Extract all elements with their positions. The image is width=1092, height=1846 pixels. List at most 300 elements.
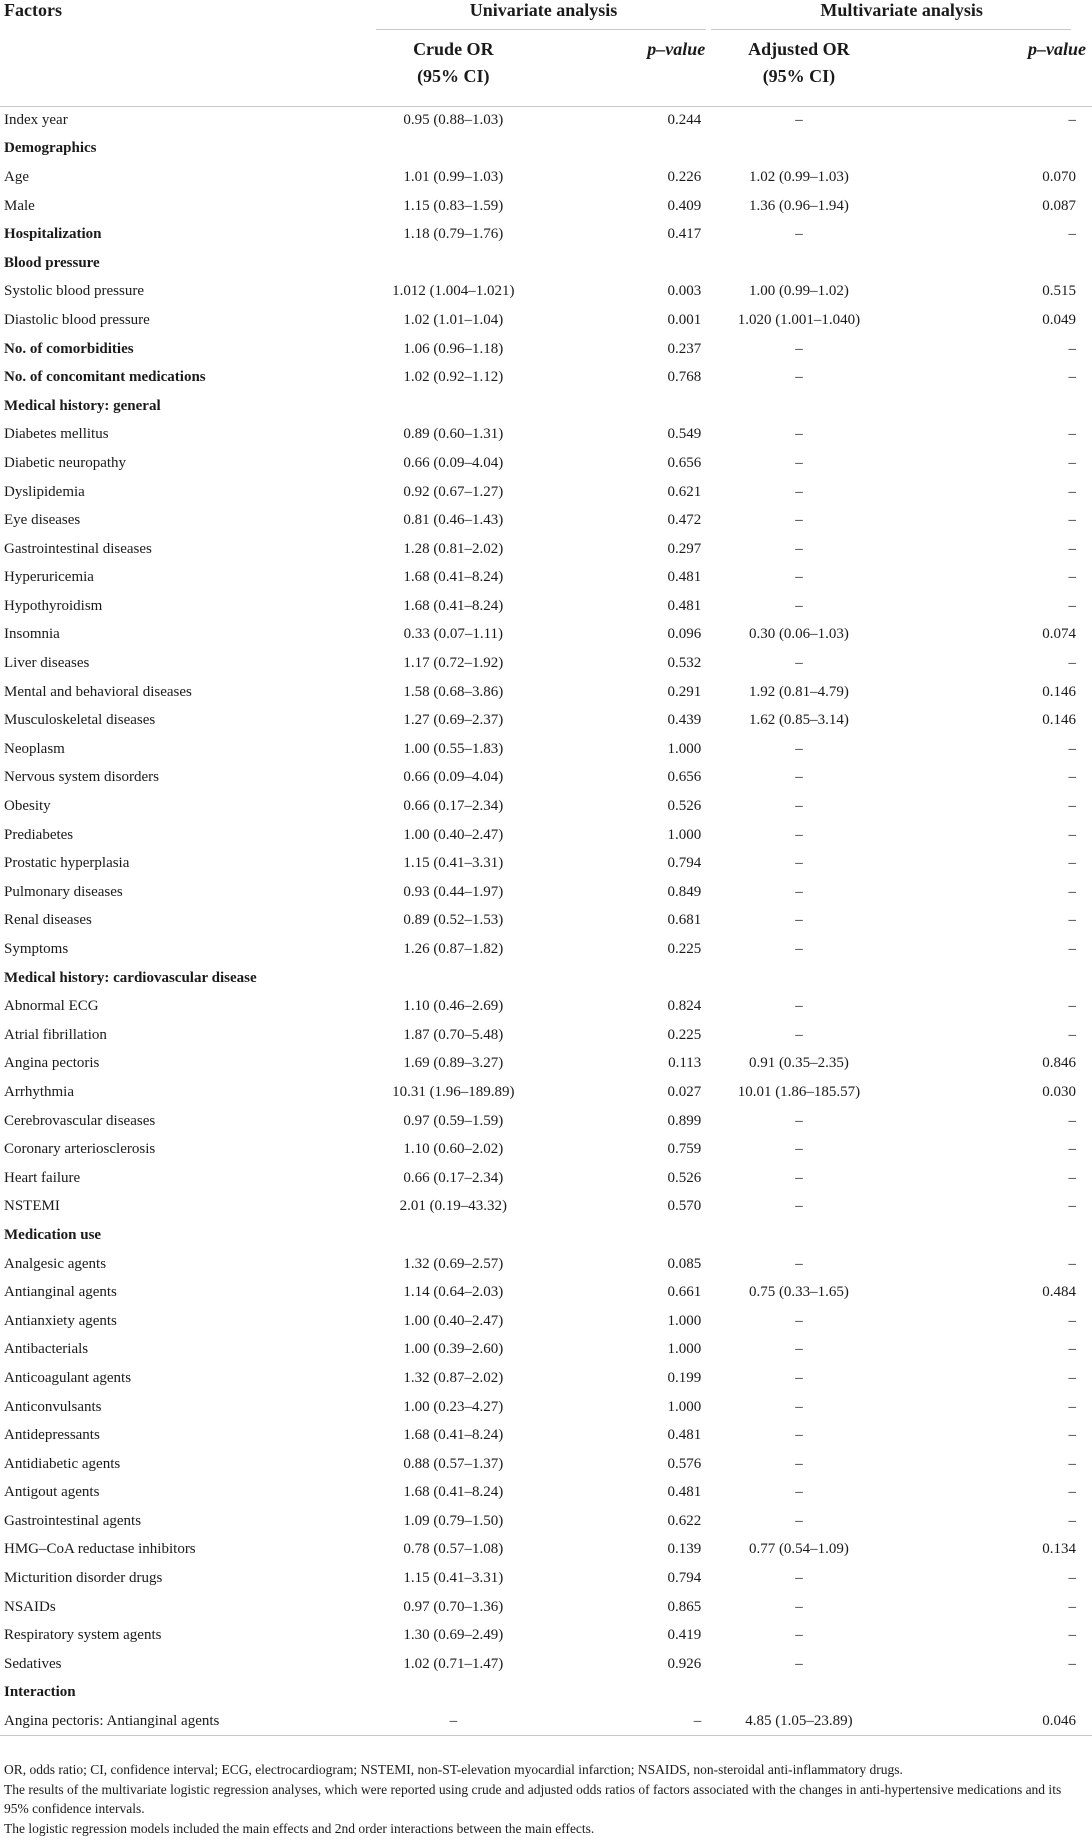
factor-cell: Hospitalization xyxy=(4,226,102,243)
crude-or-cell xyxy=(376,1679,531,1708)
footnote-models: The logistic regression models included the main effects and 2nd order interactions between the main effects. xyxy=(4,1821,595,1836)
p-value-uni-cell: 0.226 xyxy=(667,168,702,185)
table-row xyxy=(0,106,1092,135)
p-value-uni-cell: – xyxy=(693,1712,702,1729)
p-value-multi-cell: – xyxy=(1068,1141,1076,1158)
crude-or-cell xyxy=(376,392,531,421)
table-footnotes xyxy=(4,1760,1084,1839)
adjusted-or-cell xyxy=(711,1679,886,1708)
adjusted-or-cell: – xyxy=(795,1427,803,1444)
factor-cell: Anticoagulant agents xyxy=(4,1369,132,1386)
adjusted-or-cell: 10.01 (1.86–185.57) xyxy=(737,1083,861,1100)
p-value-label-uni: p–value xyxy=(647,39,706,59)
p-value-multi-cell: – xyxy=(1068,1169,1076,1186)
p-value-label-multi: p–value xyxy=(1028,39,1086,59)
p-value-multi-cell: – xyxy=(1068,454,1076,471)
p-value-uni-cell: 1.000 xyxy=(667,826,702,843)
factor-cell: Systolic blood pressure xyxy=(4,283,144,300)
factor-cell: NSAIDs xyxy=(4,1598,56,1615)
factor-cell: Eye diseases xyxy=(4,512,81,529)
p-value-multi-cell: – xyxy=(1068,1455,1076,1472)
adjusted-or-cell: – xyxy=(795,569,803,586)
p-value-uni-cell: 0.481 xyxy=(667,1484,702,1501)
table-row xyxy=(0,1164,1092,1193)
adjusted-or-cell: 0.77 (0.54–1.09) xyxy=(748,1541,849,1558)
p-value-uni-cell: 0.113 xyxy=(668,1055,702,1072)
adjusted-or-cell: – xyxy=(795,740,803,757)
crude-or-cell: 1.00 (0.40–2.47) xyxy=(403,826,504,843)
table-row xyxy=(0,1707,1092,1736)
p-value-uni-cell: 0.417 xyxy=(667,226,702,243)
factor-cell: Angina pectoris: Antianginal agents xyxy=(4,1712,220,1729)
crude-or-cell: 1.02 (0.92–1.12) xyxy=(403,369,504,386)
crude-or-cell: 0.66 (0.09–4.04) xyxy=(403,454,504,471)
section-row xyxy=(0,1221,1092,1250)
crude-or-cell xyxy=(376,249,531,278)
empty-header xyxy=(0,30,376,106)
factor-cell: Diabetic neuropathy xyxy=(4,454,127,471)
factor-cell: Analgesic agents xyxy=(4,1255,107,1272)
crude-or-cell: 1.15 (0.41–3.31) xyxy=(403,1570,504,1587)
factor-cell: Medical history: general xyxy=(4,397,161,414)
table-row xyxy=(0,306,1092,335)
p-value-multi-cell: 0.074 xyxy=(1042,626,1076,643)
adjusted-or-cell: – xyxy=(795,1484,803,1501)
p-value-uni-cell: 0.472 xyxy=(667,512,702,529)
table-row xyxy=(0,1050,1092,1079)
table-row xyxy=(0,706,1092,735)
factor-cell: Renal diseases xyxy=(4,912,92,929)
table-row xyxy=(0,535,1092,564)
factor-cell: Symptoms xyxy=(4,941,69,958)
table-row xyxy=(0,592,1092,621)
factor-cell: Demographics xyxy=(4,140,97,157)
p-value-multi-cell: – xyxy=(1068,1112,1076,1129)
factor-cell: Age xyxy=(4,168,29,185)
adjusted-or-cell: – xyxy=(795,826,803,843)
crude-or-cell: – xyxy=(449,1712,458,1729)
crude-or-cell: 0.66 (0.09–4.04) xyxy=(403,769,504,786)
adjusted-or-cell: – xyxy=(795,226,803,243)
p-value-uni-cell xyxy=(531,249,711,278)
factor-cell: Blood pressure xyxy=(4,254,100,271)
adjusted-or-cell xyxy=(711,249,886,278)
adjusted-or-cell: 0.75 (0.33–1.65) xyxy=(748,1284,849,1301)
p-value-multi-cell xyxy=(887,135,1092,164)
table-row xyxy=(0,278,1092,307)
p-value-uni-cell: 0.481 xyxy=(667,1427,702,1444)
p-value-multi-cell: – xyxy=(1068,769,1076,786)
factor-cell: Medication use xyxy=(4,1226,102,1243)
adjusted-or-header xyxy=(711,30,886,106)
p-value-multi-cell xyxy=(887,964,1092,993)
p-value-uni-cell: 0.576 xyxy=(667,1455,702,1472)
crude-or-cell: 0.89 (0.60–1.31) xyxy=(403,426,504,443)
adjusted-or-cell: – xyxy=(795,1655,803,1672)
section-row xyxy=(0,1679,1092,1708)
adjusted-or-cell: 1.02 (0.99–1.03) xyxy=(748,168,849,185)
adjusted-or-cell: – xyxy=(795,483,803,500)
crude-or-cell: 1.18 (0.79–1.76) xyxy=(403,226,504,243)
factor-cell: HMG–CoA reductase inhibitors xyxy=(4,1541,196,1558)
adjusted-or-cell: – xyxy=(795,941,803,958)
section-row xyxy=(0,964,1092,993)
adjusted-or-cell: 1.36 (0.96–1.94) xyxy=(748,197,849,214)
crude-or-cell: 1.00 (0.55–1.83) xyxy=(403,740,504,757)
crude-or-cell: 1.32 (0.87–2.02) xyxy=(403,1369,504,1386)
p-value-multi-cell: – xyxy=(1068,540,1076,557)
table-row xyxy=(0,735,1092,764)
adjusted-or-cell xyxy=(711,1221,886,1250)
p-value-uni-cell: 0.899 xyxy=(667,1112,702,1129)
adjusted-or-cell: – xyxy=(795,369,803,386)
p-value-uni-cell: 0.532 xyxy=(667,655,702,672)
p-value-uni-cell: 0.656 xyxy=(667,769,702,786)
factor-cell: Angina pectoris xyxy=(4,1055,100,1072)
p-value-uni-cell: 1.000 xyxy=(667,740,702,757)
p-value-multi-cell: – xyxy=(1068,855,1076,872)
adjusted-or-cell: – xyxy=(795,1598,803,1615)
p-value-uni-cell xyxy=(531,135,711,164)
table-row xyxy=(0,1021,1092,1050)
p-value-uni-cell xyxy=(531,1679,711,1708)
crude-or-cell: 0.95 (0.88–1.03) xyxy=(403,112,504,129)
table-row xyxy=(0,192,1092,221)
p-value-uni-cell: 0.621 xyxy=(667,483,702,500)
p-value-uni-cell: 0.409 xyxy=(667,197,702,214)
section-row xyxy=(0,135,1092,164)
table-row xyxy=(0,649,1092,678)
p-value-multi-cell: – xyxy=(1068,512,1076,529)
crude-or-cell: 0.92 (0.67–1.27) xyxy=(403,483,504,500)
p-value-uni-cell: 0.570 xyxy=(667,1198,702,1215)
p-value-header-uni xyxy=(531,30,711,106)
p-value-uni-cell: 0.225 xyxy=(667,1026,702,1043)
p-value-multi-cell: – xyxy=(1068,1598,1076,1615)
adjusted-or-cell: – xyxy=(795,1026,803,1043)
adjusted-or-cell xyxy=(711,964,886,993)
adjusted-or-label: Adjusted OR xyxy=(748,39,850,59)
p-value-multi-cell: 0.049 xyxy=(1042,311,1076,328)
table-row xyxy=(0,1364,1092,1393)
adjusted-or-cell: – xyxy=(795,855,803,872)
p-value-uni-cell: 0.926 xyxy=(667,1655,702,1672)
p-value-multi-cell: – xyxy=(1068,798,1076,815)
adjusted-or-cell: 0.30 (0.06–1.03) xyxy=(748,626,849,643)
p-value-multi-cell xyxy=(887,1679,1092,1708)
p-value-uni-cell: 0.526 xyxy=(667,1169,702,1186)
p-value-uni-cell: 0.549 xyxy=(667,426,702,443)
table-row xyxy=(0,849,1092,878)
p-value-uni-cell: 1.000 xyxy=(667,1312,702,1329)
p-value-multi-cell: – xyxy=(1068,1427,1076,1444)
table-row xyxy=(0,1307,1092,1336)
adjusted-or-cell: – xyxy=(795,512,803,529)
factor-cell: Obesity xyxy=(4,798,51,815)
factor-cell: Antidiabetic agents xyxy=(4,1455,121,1472)
header-row-2 xyxy=(0,30,1092,106)
adjusted-or-cell: – xyxy=(795,655,803,672)
factor-cell: Gastrointestinal diseases xyxy=(4,540,152,557)
adjusted-or-cell: – xyxy=(795,883,803,900)
factor-cell: Antianginal agents xyxy=(4,1284,117,1301)
p-value-uni-cell xyxy=(531,964,711,993)
table-row xyxy=(0,363,1092,392)
p-value-uni-cell: 0.481 xyxy=(667,569,702,586)
crude-or-cell: 0.81 (0.46–1.43) xyxy=(403,512,504,529)
factor-cell: Prediabetes xyxy=(4,826,74,843)
factor-cell: Index year xyxy=(4,112,68,129)
table-row xyxy=(0,564,1092,593)
factor-cell: Abnormal ECG xyxy=(4,998,99,1015)
table-row xyxy=(0,764,1092,793)
p-value-multi-cell: – xyxy=(1068,369,1076,386)
factor-cell: Antigout agents xyxy=(4,1484,100,1501)
factor-cell: No. of comorbidities xyxy=(4,340,134,357)
footnote-results: The results of the multivariate logistic regression analyses, which were reported using crude and adjusted odds ratios of factors associated with the changes in anti-hypertensive medications and its 95% confidence intervals. xyxy=(4,1782,1062,1816)
p-value-uni-cell: 0.526 xyxy=(667,798,702,815)
p-value-multi-cell: – xyxy=(1068,1255,1076,1272)
factor-cell: Antidepressants xyxy=(4,1427,100,1444)
p-value-multi-cell: – xyxy=(1068,1484,1076,1501)
crude-or-cell xyxy=(376,964,531,993)
p-value-uni-cell: 0.768 xyxy=(667,369,702,386)
p-value-multi-cell: 0.146 xyxy=(1042,712,1076,729)
adjusted-or-cell: – xyxy=(795,769,803,786)
adjusted-or-cell: 1.00 (0.99–1.02) xyxy=(748,283,849,300)
factor-cell: Cerebrovascular diseases xyxy=(4,1112,156,1129)
multivariate-underline xyxy=(711,29,1071,30)
p-value-multi-cell: – xyxy=(1068,597,1076,614)
p-value-uni-cell: 0.139 xyxy=(667,1541,702,1558)
table-row xyxy=(0,1564,1092,1593)
p-value-multi-cell: – xyxy=(1068,340,1076,357)
p-value-uni-cell: 0.003 xyxy=(667,283,702,300)
crude-or-cell: 1.28 (0.81–2.02) xyxy=(403,540,504,557)
p-value-header-multi xyxy=(887,30,1092,106)
p-value-uni-cell: 0.824 xyxy=(667,998,702,1015)
p-value-multi-cell xyxy=(887,392,1092,421)
adjusted-or-cell: – xyxy=(795,1312,803,1329)
p-value-uni-cell: 0.656 xyxy=(667,454,702,471)
multivariate-header-label: Multivariate analysis xyxy=(820,0,983,20)
crude-or-cell: 1.10 (0.46–2.69) xyxy=(403,998,504,1015)
factor-cell: Interaction xyxy=(4,1684,76,1701)
univariate-header-label: Univariate analysis xyxy=(469,0,618,20)
table-row xyxy=(0,1250,1092,1279)
table-row xyxy=(0,449,1092,478)
factor-cell: Antianxiety agents xyxy=(4,1312,117,1329)
p-value-multi-cell: – xyxy=(1068,1627,1076,1644)
p-value-multi-cell: – xyxy=(1068,998,1076,1015)
adjusted-or-cell: – xyxy=(795,426,803,443)
p-value-uni-cell: 0.291 xyxy=(667,683,702,700)
factor-cell: Anticonvulsants xyxy=(4,1398,102,1415)
crude-or-cell: 1.30 (0.69–2.49) xyxy=(403,1627,504,1644)
factor-cell: Liver diseases xyxy=(4,655,90,672)
crude-or-cell: 1.32 (0.69–2.57) xyxy=(403,1255,504,1272)
p-value-uni-cell: 0.849 xyxy=(667,883,702,900)
factor-cell: Neoplasm xyxy=(4,740,65,757)
p-value-uni-cell: 0.794 xyxy=(667,855,702,872)
crude-or-cell xyxy=(376,135,531,164)
p-value-multi-cell: – xyxy=(1068,1655,1076,1672)
table-row xyxy=(0,821,1092,850)
table-row xyxy=(0,992,1092,1021)
p-value-multi-cell: – xyxy=(1068,1398,1076,1415)
p-value-multi-cell: – xyxy=(1068,426,1076,443)
crude-or-header xyxy=(376,30,531,106)
crude-or-cell: 0.66 (0.17–2.34) xyxy=(403,1169,504,1186)
factor-cell: Dyslipidemia xyxy=(4,483,85,500)
factor-cell: Micturition disorder drugs xyxy=(4,1570,163,1587)
table-row xyxy=(0,1135,1092,1164)
table-row xyxy=(0,421,1092,450)
table-row xyxy=(0,907,1092,936)
univariate-underline xyxy=(376,29,706,30)
crude-or-cell: 1.68 (0.41–8.24) xyxy=(403,597,504,614)
p-value-uni-cell: 0.865 xyxy=(667,1598,702,1615)
factor-cell: Respiratory system agents xyxy=(4,1627,162,1644)
adjusted-or-cell: – xyxy=(795,1455,803,1472)
p-value-uni-cell: 1.000 xyxy=(667,1341,702,1358)
adjusted-or-cell: – xyxy=(795,912,803,929)
p-value-uni-cell: 0.661 xyxy=(667,1284,702,1301)
section-row xyxy=(0,249,1092,278)
p-value-multi-cell: – xyxy=(1068,1369,1076,1386)
adjusted-or-cell: 0.91 (0.35–2.35) xyxy=(748,1055,849,1072)
crude-or-cell: 1.02 (0.71–1.47) xyxy=(403,1655,504,1672)
p-value-uni-cell: 0.237 xyxy=(667,340,702,357)
p-value-uni-cell xyxy=(531,1221,711,1250)
factor-cell: Diastolic blood pressure xyxy=(4,311,150,328)
p-value-uni-cell: 0.481 xyxy=(667,597,702,614)
p-value-multi-cell: – xyxy=(1068,569,1076,586)
footnote-abbreviations: OR, odds ratio; CI, confidence interval; ECG, electrocardiogram; NSTEMI, non-ST-elevation myocardial infarction; NSAIDS, non-steroidal anti-inflammatory drugs. xyxy=(4,1762,903,1777)
adjusted-or-cell: – xyxy=(795,1627,803,1644)
crude-or-cell: 0.89 (0.52–1.53) xyxy=(403,912,504,929)
p-value-uni-cell: 0.794 xyxy=(667,1570,702,1587)
crude-or-cell: 0.97 (0.59–1.59) xyxy=(403,1112,504,1129)
crude-or-cell: 1.87 (0.70–5.48) xyxy=(403,1026,504,1043)
crude-or-cell: 1.27 (0.69–2.37) xyxy=(403,712,504,729)
adjusted-or-cell: – xyxy=(795,1398,803,1415)
table-row xyxy=(0,792,1092,821)
crude-or-cell: 1.00 (0.40–2.47) xyxy=(403,1312,504,1329)
univariate-header xyxy=(376,0,712,30)
table-row xyxy=(0,935,1092,964)
p-value-uni-cell: 0.419 xyxy=(667,1627,702,1644)
adjusted-or-cell: 1.020 (1.001–1.040) xyxy=(737,311,861,328)
adjusted-or-cell: 4.85 (1.05–23.89) xyxy=(745,1712,853,1729)
table-row xyxy=(0,678,1092,707)
crude-or-cell: 1.58 (0.68–3.86) xyxy=(403,683,504,700)
table-row xyxy=(0,1650,1092,1679)
p-value-uni-cell: 0.199 xyxy=(667,1369,702,1386)
p-value-multi-cell: 0.146 xyxy=(1042,683,1076,700)
table-row xyxy=(0,335,1092,364)
p-value-multi-cell: – xyxy=(1068,1026,1076,1043)
p-value-multi-cell: 0.515 xyxy=(1042,283,1076,300)
factor-cell: NSTEMI xyxy=(4,1198,60,1215)
table-row xyxy=(0,1536,1092,1565)
table-row xyxy=(0,506,1092,535)
p-value-multi-cell: – xyxy=(1068,483,1076,500)
factor-cell: Musculoskeletal diseases xyxy=(4,712,156,729)
factor-cell: Male xyxy=(4,197,35,214)
p-value-multi-cell: 0.030 xyxy=(1042,1083,1076,1100)
adjusted-or-cell: – xyxy=(795,597,803,614)
table-row xyxy=(0,1421,1092,1450)
table-row xyxy=(0,478,1092,507)
adjusted-or-cell: 1.92 (0.81–4.79) xyxy=(748,683,849,700)
factor-cell: Gastrointestinal agents xyxy=(4,1512,142,1529)
table-row xyxy=(0,1336,1092,1365)
crude-or-cell: 0.88 (0.57–1.37) xyxy=(403,1455,504,1472)
adjusted-or-cell: 1.62 (0.85–3.14) xyxy=(748,712,849,729)
table-row xyxy=(0,1193,1092,1222)
crude-or-cell: 0.78 (0.57–1.08) xyxy=(403,1541,504,1558)
p-value-multi-cell: – xyxy=(1068,1312,1076,1329)
factor-cell: Prostatic hyperplasia xyxy=(4,855,130,872)
factor-cell: Diabetes mellitus xyxy=(4,426,109,443)
factor-cell: Medical history: cardiovascular disease xyxy=(4,969,257,986)
p-value-uni-cell: 0.681 xyxy=(667,912,702,929)
adjusted-or-cell: – xyxy=(795,1255,803,1272)
adjusted-or-cell: – xyxy=(795,1141,803,1158)
crude-ci-label: (95% CI) xyxy=(417,66,490,86)
adjusted-or-cell: – xyxy=(795,1341,803,1358)
adjusted-or-cell xyxy=(711,392,886,421)
crude-or-cell: 1.01 (0.99–1.03) xyxy=(403,168,504,185)
p-value-multi-cell: – xyxy=(1068,941,1076,958)
p-value-multi-cell: – xyxy=(1068,826,1076,843)
table-row xyxy=(0,1278,1092,1307)
adjusted-or-cell: – xyxy=(795,1369,803,1386)
crude-or-cell: 1.15 (0.83–1.59) xyxy=(403,197,504,214)
p-value-uni-cell: 0.225 xyxy=(667,941,702,958)
crude-or-cell: 1.00 (0.23–4.27) xyxy=(403,1398,504,1415)
crude-or-cell: 1.06 (0.96–1.18) xyxy=(403,340,504,357)
factor-cell: Insomnia xyxy=(4,626,60,643)
factor-cell: No. of concomitant medications xyxy=(4,369,206,386)
crude-or-cell: 1.69 (0.89–3.27) xyxy=(403,1055,504,1072)
p-value-uni-cell: 0.027 xyxy=(667,1083,702,1100)
table-row xyxy=(0,1507,1092,1536)
factor-cell: Hyperuricemia xyxy=(4,569,94,586)
header-row-1 xyxy=(0,0,1092,30)
table-row xyxy=(0,220,1092,249)
p-value-multi-cell: – xyxy=(1068,226,1076,243)
p-value-multi-cell: – xyxy=(1068,740,1076,757)
crude-or-cell: 1.68 (0.41–8.24) xyxy=(403,1484,504,1501)
p-value-multi-cell: 0.087 xyxy=(1042,197,1076,214)
p-value-uni-cell: 0.439 xyxy=(667,712,702,729)
crude-or-cell: 1.14 (0.64–2.03) xyxy=(403,1284,504,1301)
crude-or-cell: 1.00 (0.39–2.60) xyxy=(403,1341,504,1358)
factor-cell: Pulmonary diseases xyxy=(4,883,123,900)
crude-or-cell: 0.93 (0.44–1.97) xyxy=(403,883,504,900)
factor-cell: Nervous system disorders xyxy=(4,769,159,786)
p-value-multi-cell: – xyxy=(1068,1570,1076,1587)
crude-or-cell: 0.66 (0.17–2.34) xyxy=(403,798,504,815)
p-value-multi-cell: 0.070 xyxy=(1042,168,1076,185)
factor-cell: Mental and behavioral diseases xyxy=(4,683,192,700)
p-value-uni-cell: 0.096 xyxy=(667,626,702,643)
p-value-multi-cell: – xyxy=(1068,1512,1076,1529)
factor-cell: Atrial fibrillation xyxy=(4,1026,107,1043)
p-value-uni-cell: 0.085 xyxy=(667,1255,702,1272)
